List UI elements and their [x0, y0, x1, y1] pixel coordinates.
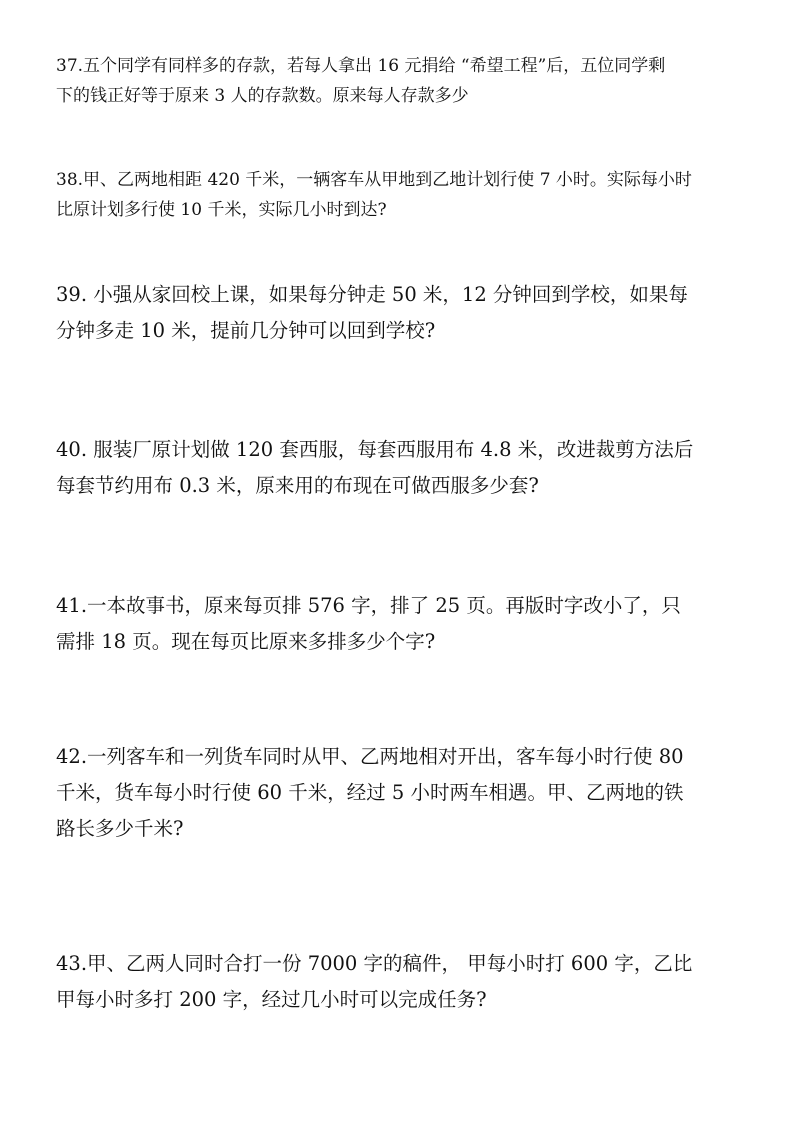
problem-39-line-2: 分钟多走 10 米，提前几分钟可以回到学校? [56, 319, 436, 342]
problem-37-line-2: 下的钱正好等于原来 3 人的存款数。原来每人存款多少 [56, 86, 469, 106]
problem-38-line-2: 比原计划多行使 10 千米，实际几小时到达? [56, 200, 387, 220]
problem-42-line-1: 42.一列客车和一列货车同时从甲、乙两地相对开出，客车每小时行使 80 [56, 745, 684, 768]
problem-39-line-1: 39. 小强从家回校上课，如果每分钟走 50 米，12 分钟回到学校，如果每 [56, 283, 688, 306]
problem-41-line-1: 41.一本故事书，原来每页排 576 字，排了 25 页。再版时字改小了，只 [56, 594, 681, 617]
problem-38-line-1: 38.甲、乙两地相距 420 千米，一辆客车从甲地到乙地计划行使 7 小时。实际每小时 [56, 170, 692, 190]
problem-37 [56, 51, 756, 111]
problem-37-line-1: 37.五个同学有同样多的存款，若每人拿出 16 元捐给 “希望工程”后，五位同学剩 [56, 56, 666, 76]
problem-43 [56, 946, 756, 1018]
problem-40 [56, 432, 756, 504]
problem-43-line-2: 甲每小时多打 200 字，经过几小时可以完成任务? [56, 988, 487, 1011]
problem-40-line-2: 每套节约用布 0.3 米，原来用的布现在可做西服多少套? [56, 474, 539, 497]
problem-40-line-1: 40. 服装厂原计划做 120 套西服，每套西服用布 4.8 米，改进裁剪方法后 [56, 438, 694, 461]
problem-43-line-1: 43.甲、乙两人同时合打一份 7000 字的稿件， 甲每小时打 600 字，乙比 [56, 952, 693, 975]
problem-39 [56, 277, 756, 349]
problem-42-line-3: 路长多少千米? [56, 817, 184, 840]
problem-42 [56, 739, 756, 847]
problem-41 [56, 588, 756, 660]
problem-42-line-2: 千米，货车每小时行使 60 千米，经过 5 小时两车相遇。甲、乙两地的铁 [56, 781, 684, 804]
problem-41-line-2: 需排 18 页。现在每页比原来多排多少个字? [56, 630, 436, 653]
problem-38 [56, 165, 756, 225]
